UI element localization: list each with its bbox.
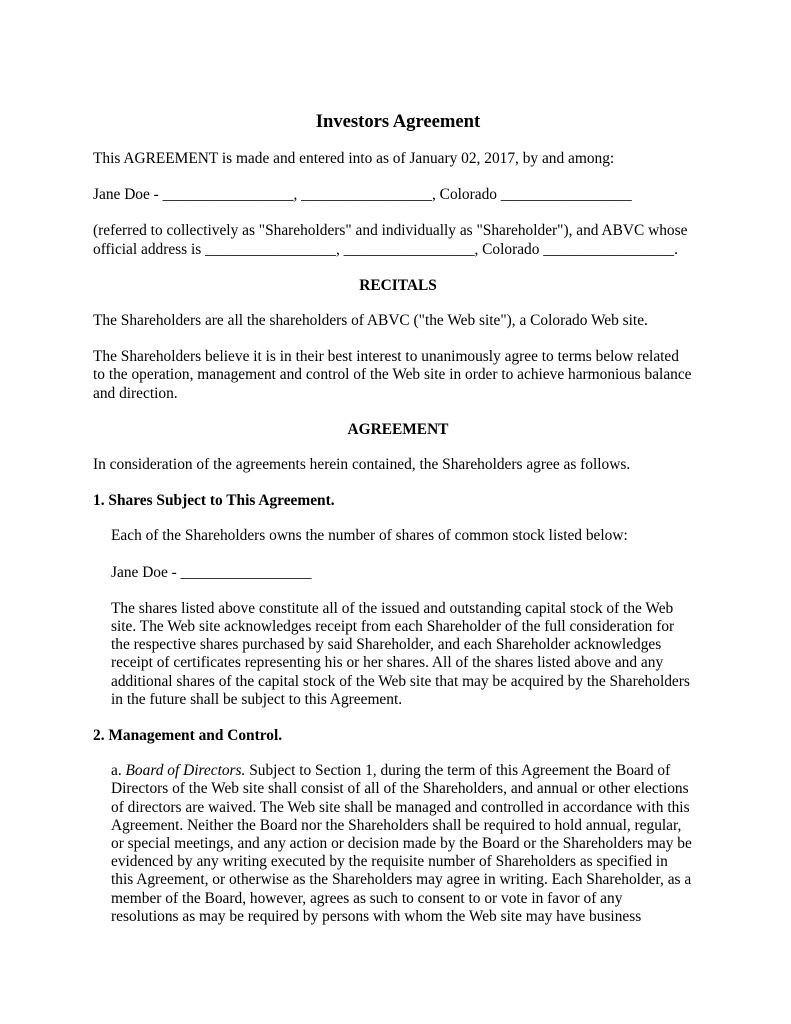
recital-2-line-2: to the operation, management and control of the Web site in order to achieve harmonious balance xyxy=(93,366,692,384)
section-2-heading: 2. Management and Control. xyxy=(93,727,283,745)
section-2-a-line: evidenced by any writing executed by the requisite number of Shareholders as specified in xyxy=(111,853,668,871)
referred-paragraph xyxy=(93,222,703,258)
section-1-p3-line: site. The Web site acknowledges receipt from each Shareholder of the full consideration for xyxy=(111,618,675,636)
section-2-a-prefix: a. xyxy=(111,762,126,780)
section-2-a-line: or special meetings, and any action or decision made by the Board or the Shareholders may be xyxy=(111,835,692,853)
section-2-a-line: Directors of the Web site shall consist of all of the Shareholders, and annual or other elections xyxy=(111,780,689,798)
recital-2-line-1: The Shareholders believe it is in their best interest to unanimously agree to terms below related xyxy=(93,348,679,366)
section-1-shares-line: Jane Doe - _________________ xyxy=(111,563,312,581)
document-title: Investors Agreement xyxy=(315,111,481,132)
section-1-p3-line: receipt of certificates representing his or her shares. All of the shares listed above and any xyxy=(111,654,664,672)
section-2-a-line: resolutions as may be required by persons with whom the Web site may have business xyxy=(111,907,642,925)
agreement-intro: In consideration of the agreements herein contained, the Shareholders agree as follows. xyxy=(93,456,631,474)
agreement-heading: AGREEMENT xyxy=(347,420,449,438)
section-2-paragraph-a xyxy=(111,762,703,926)
section-1-p3-line: additional shares of the capital stock of the Web site that may be acquired by the Shareholders xyxy=(111,672,690,690)
section-2-a-line: Agreement. Neither the Board nor the Shareholders shall be required to hold annual, regular, xyxy=(111,816,682,834)
document-page xyxy=(93,111,703,944)
recitals-heading: RECITALS xyxy=(359,276,437,294)
recital-1: The Shareholders are all the shareholders of ABVC ("the Web site"), a Colorado Web site. xyxy=(93,312,648,330)
section-2-a-first-rest: Subject to Section 1, during the term of this Agreement the Board of xyxy=(245,762,671,780)
section-1-p3-line: the respective shares purchased by said Shareholder, and each Shareholder acknowledges xyxy=(111,636,662,654)
party-line: Jane Doe - _________________, _________________, Colorado _________________ xyxy=(93,186,632,204)
section-2-a-line: of directors are waived. The Web site shall be managed and controlled in accordance with this xyxy=(111,798,690,816)
section-1-paragraph-3 xyxy=(111,600,703,709)
intro-paragraph: This AGREEMENT is made and entered into as of January 02, 2017, by and among: xyxy=(93,150,615,167)
referred-line-2: official address is _________________, _________________, Colorado _________________. xyxy=(93,240,678,258)
section-2-a-title: Board of Directors. xyxy=(125,762,246,780)
section-1-heading: 1. Shares Subject to This Agreement. xyxy=(93,492,335,510)
section-1-paragraph-1: Each of the Shareholders owns the number of shares of common stock listed below: xyxy=(111,527,628,545)
recital-2-line-3: and direction. xyxy=(93,384,178,402)
section-2-a-line: member of the Board, however, agrees as such to consent to or vote in favor of any xyxy=(111,889,623,907)
section-2-a-line: this Agreement, or otherwise as the Shareholders may agree in writing. Each Shareholder, as a xyxy=(111,871,692,889)
section-1-p3-line: in the future shall be subject to this Agreement. xyxy=(111,690,403,708)
recital-2 xyxy=(93,348,703,403)
section-1-p3-line: The shares listed above constitute all of the issued and outstanding capital stock of the Web xyxy=(111,599,674,617)
referred-line-1: (referred to collectively as "Shareholders" and individually as "Shareholder"), and ABVC whose xyxy=(93,222,688,240)
